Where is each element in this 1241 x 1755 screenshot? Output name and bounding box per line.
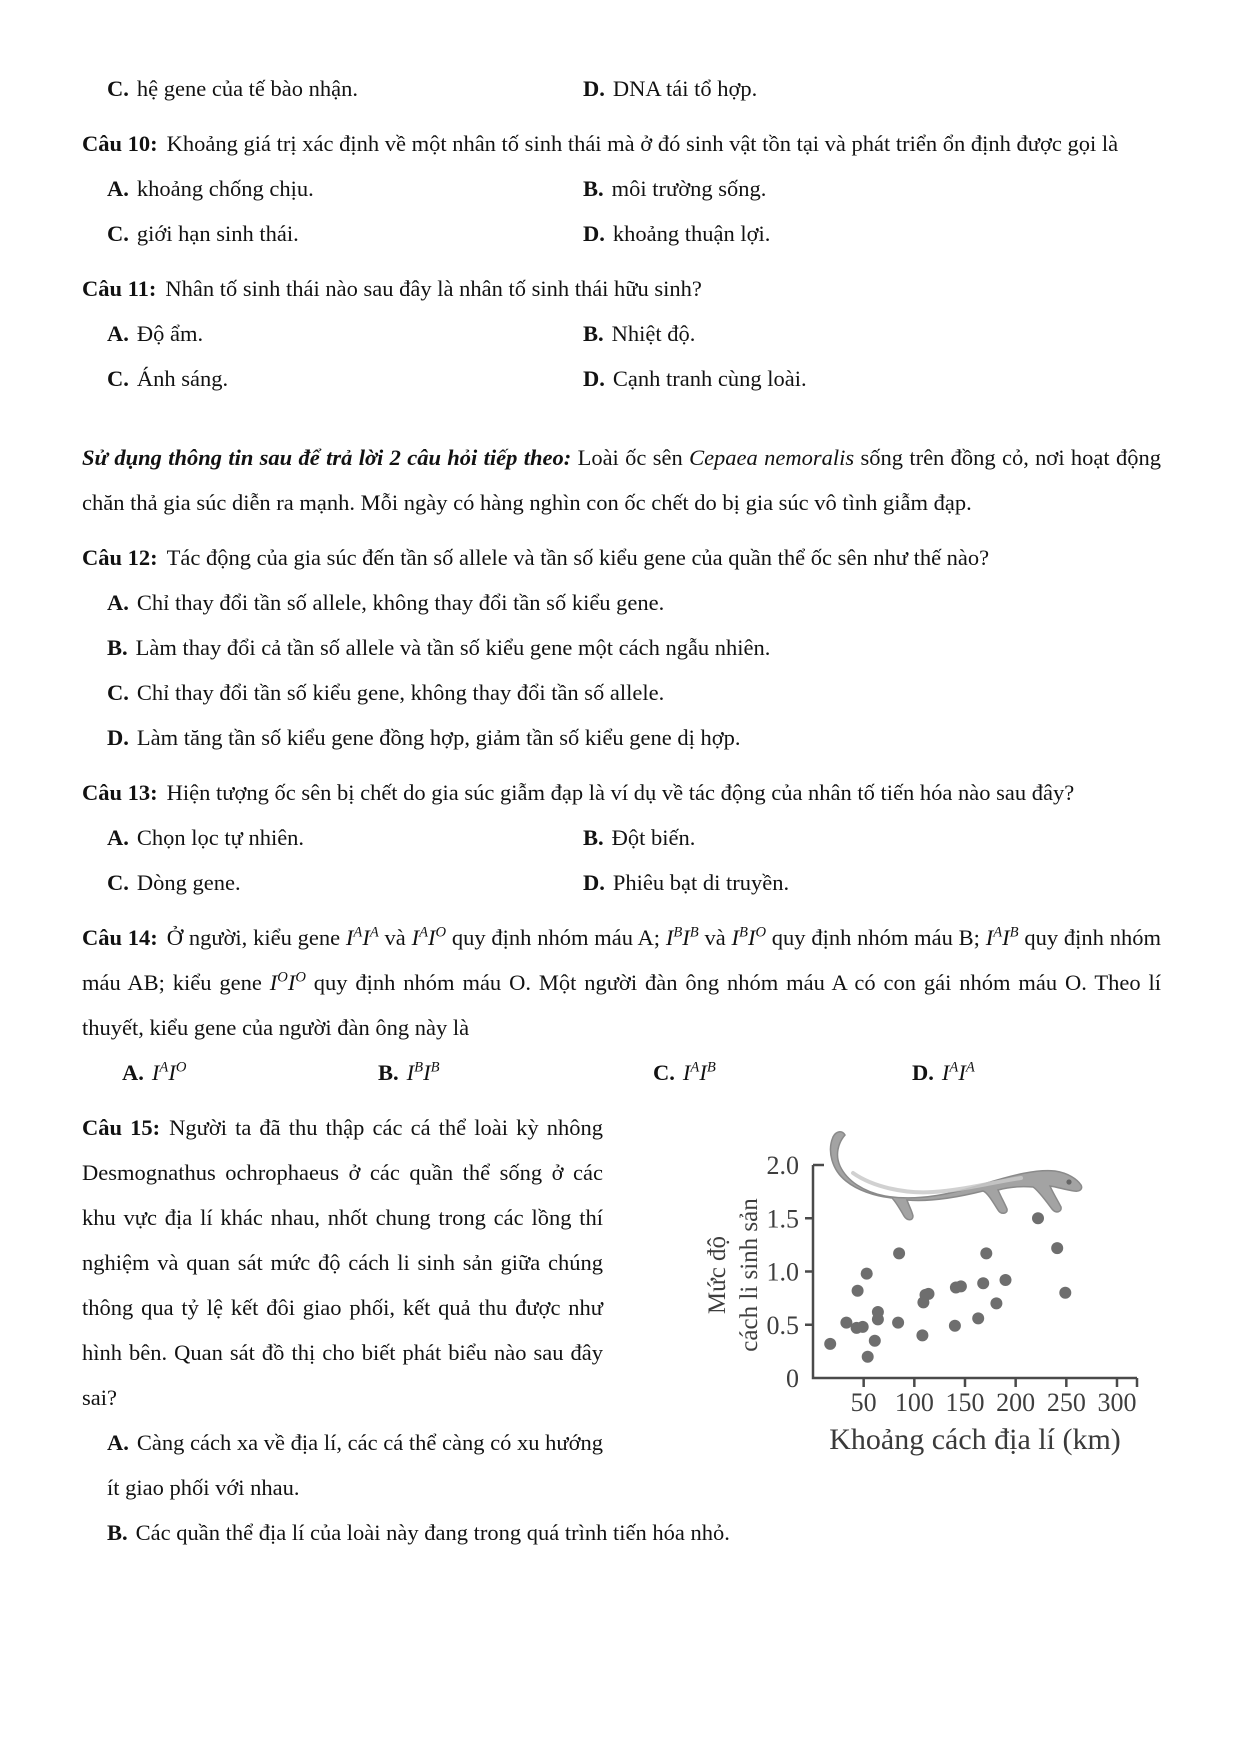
svg-text:50: 50 <box>850 1388 877 1417</box>
scatter-point <box>955 1280 967 1292</box>
q14-option-a-text: $I^AI^O$ <box>151 1059 187 1085</box>
salamander-eye <box>1066 1179 1071 1184</box>
q11-option-a-text: Độ ẩm. <box>136 321 204 346</box>
q14-option-b-text: $I^BI^B$ <box>406 1059 440 1085</box>
question-10 <box>82 121 1161 166</box>
chart-ticks <box>805 1218 1137 1387</box>
svg-text:250: 250 <box>1046 1388 1086 1417</box>
q12-option-d-text: Làm tăng tần số kiểu gene đồng hợp, giảm tần số kiểu gene dị hợp. <box>136 725 741 750</box>
question-14-label: Câu 14: <box>82 925 158 950</box>
question-14 <box>82 915 1161 1050</box>
svg-text:0.5: 0.5 <box>766 1310 799 1340</box>
q12-option-b <box>82 625 1161 670</box>
question-15-section <box>82 1105 1161 1555</box>
q12-option-d <box>82 715 1161 760</box>
q12-option-a-label: A. <box>107 590 129 615</box>
scatter-chart <box>621 1113 1161 1465</box>
prev-option-d-label: D. <box>583 76 605 101</box>
scatter-point <box>892 1317 904 1329</box>
scatter-point <box>990 1297 1002 1309</box>
scatter-points <box>824 1212 1071 1362</box>
q13-option-b-label: B. <box>583 825 604 850</box>
q14-option-a <box>122 1050 378 1095</box>
svg-text:1.5: 1.5 <box>766 1204 799 1234</box>
q14-option-b <box>378 1050 653 1095</box>
svg-text:150: 150 <box>945 1388 985 1417</box>
q11-option-d-label: D. <box>583 366 605 391</box>
q13-option-a-label: A. <box>107 825 129 850</box>
q14-option-c <box>653 1050 912 1095</box>
q13-option-d-text: Phiêu bạt di truyền. <box>612 870 790 895</box>
x-axis-title: Khoảng cách địa lí (km) <box>829 1423 1121 1456</box>
passage-text-1: Loài ốc sên <box>571 445 690 470</box>
q13-option-d <box>583 860 1161 905</box>
scatter-point <box>923 1288 935 1300</box>
question-10-label: Câu 10: <box>82 131 158 156</box>
scatter-point <box>972 1312 984 1324</box>
q11-option-d <box>583 356 1161 401</box>
scatter-point <box>869 1335 881 1347</box>
svg-text:100: 100 <box>894 1388 934 1417</box>
question-11-label: Câu 11: <box>82 276 157 301</box>
q10-option-d <box>583 211 1161 256</box>
scatter-point <box>949 1320 961 1332</box>
svg-text:2.0: 2.0 <box>766 1151 799 1180</box>
y-axis-title-line-1: Mức độ <box>704 1235 731 1315</box>
y-axis-title-line-2: cách li sinh sản <box>736 1198 763 1352</box>
scatter-point <box>977 1277 989 1289</box>
q13-options-row-2 <box>82 860 1161 905</box>
q11-option-a-label: A. <box>107 321 129 346</box>
scatter-point <box>893 1247 905 1259</box>
q11-option-a <box>107 311 583 356</box>
question-14-text: Ở người, kiểu gene $I^AI^A$ và $I^AI^O$ quy định nhóm máu A; $I^BI^B$ và $I^BI^O$ quy định nhóm máu B; $I^AI^B$ quy định nhóm máu AB; kiểu gene $I^OI^O$ quy định nhóm máu O. Một người đàn ông nhóm máu A có con gái nhóm máu O. Theo lí thuyết, kiểu gene của người đàn ông này là <box>82 924 1161 1040</box>
scatter-point <box>861 1268 873 1280</box>
q15-option-b-label: B. <box>107 1520 128 1545</box>
scatter-point <box>1000 1274 1012 1286</box>
question-15-text: Người ta đã thu thập các cá thể loài kỳ nhông Desmognathus ochrophaeus ở các quần thể sống ở các khu vực địa lí khác nhau, nhốt chung trong các lồng thí nghiệm và quan sát mức độ cách li sinh sản giữa chúng thông qua tỷ lệ kết đôi giao phối, kết quả thu được như hình bên. Quan sát đồ thị cho biết phát biểu nào sau đây sai? <box>82 1115 603 1410</box>
q13-option-a-text: Chọn lọc tự nhiên. <box>136 825 305 850</box>
svg-text:1.0: 1.0 <box>766 1257 799 1287</box>
q11-option-c <box>107 356 583 401</box>
q13-option-b-text: Đột biến. <box>611 825 696 850</box>
q13-option-a <box>107 815 583 860</box>
prev-option-d <box>583 66 1161 111</box>
q10-option-a <box>107 166 583 211</box>
question-13-label: Câu 13: <box>82 780 158 805</box>
question-13-text: Hiện tượng ốc sên bị chết do gia súc giẫm đạp là ví dụ về tác động của nhân tố tiến hóa nào sau đây? <box>166 780 1075 805</box>
q11-option-b-label: B. <box>583 321 604 346</box>
q12-option-b-text: Làm thay đổi cả tần số allele và tần số kiểu gene một cách ngẫu nhiên. <box>135 635 771 660</box>
q11-option-b <box>583 311 1161 356</box>
question-11-text: Nhân tố sinh thái nào sau đây là nhân tố sinh thái hữu sinh? <box>165 276 702 301</box>
scatter-point <box>1051 1242 1063 1254</box>
q10-option-c <box>107 211 583 256</box>
question-13 <box>82 770 1161 815</box>
salamander-image <box>831 1132 1082 1220</box>
q13-option-c-label: C. <box>107 870 129 895</box>
q13-option-c-text: Dòng gene. <box>136 870 241 895</box>
q14-options-row <box>82 1050 1161 1095</box>
q10-options-row-2 <box>82 211 1161 256</box>
q10-option-c-label: C. <box>107 221 129 246</box>
q12-option-a <box>82 580 1161 625</box>
q10-option-c-text: giới hạn sinh thái. <box>136 221 299 246</box>
scatter-point <box>840 1317 852 1329</box>
q14-option-a-label: A. <box>122 1060 144 1085</box>
prev-question-options-row <box>82 66 1161 111</box>
scatter-point <box>824 1338 836 1350</box>
q14-option-d-label: D. <box>912 1060 934 1085</box>
q11-options-row-2 <box>82 356 1161 401</box>
q13-option-b <box>583 815 1161 860</box>
q15-option-b-text: Các quần thể địa lí của loài này đang trong quá trình tiến hóa nhỏ. <box>135 1520 730 1545</box>
scatter-point <box>980 1247 992 1259</box>
q10-options-row-1 <box>82 166 1161 211</box>
q12-option-d-label: D. <box>107 725 129 750</box>
q12-option-c <box>82 670 1161 715</box>
q10-option-a-text: khoảng chống chịu. <box>136 176 314 201</box>
question-11 <box>82 266 1161 311</box>
question-10-text: Khoảng giá trị xác định về một nhân tố sinh thái mà ở đó sinh vật tồn tại và phát triển ổn định được gọi là <box>166 131 1119 156</box>
scatter-point <box>916 1329 928 1341</box>
q14-option-c-text: $I^AI^B$ <box>682 1059 716 1085</box>
q15-option-a-text: Càng cách xa về địa lí, các cá thể càng có xu hướng ít giao phối với nhau. <box>107 1430 603 1500</box>
q13-options-row-1 <box>82 815 1161 860</box>
q14-option-b-label: B. <box>378 1060 399 1085</box>
q11-option-c-label: C. <box>107 366 129 391</box>
scatter-point <box>872 1306 884 1318</box>
q10-option-a-label: A. <box>107 176 129 201</box>
scatter-point <box>1059 1287 1071 1299</box>
svg-text:300: 300 <box>1097 1388 1137 1417</box>
prev-option-c <box>107 66 583 111</box>
scatter-point <box>862 1351 874 1363</box>
passage-species-name: Cepaea nemoralis <box>689 445 855 470</box>
q15-option-a-label: A. <box>107 1430 129 1455</box>
q12-option-a-text: Chỉ thay đổi tần số allele, không thay đổi tần số kiểu gene. <box>136 590 665 615</box>
q15-option-b <box>82 1510 1161 1555</box>
shared-passage <box>82 435 1161 525</box>
q14-option-d <box>912 1050 1161 1095</box>
q14-option-d-text: $I^AI^A$ <box>941 1059 975 1085</box>
question-12 <box>82 535 1161 580</box>
scatter-point <box>1032 1212 1044 1224</box>
q10-option-b-label: B. <box>583 176 604 201</box>
q13-option-d-label: D. <box>583 870 605 895</box>
prev-option-c-text: hệ gene của tế bào nhận. <box>136 76 359 101</box>
prev-option-d-text: DNA tái tổ hợp. <box>612 76 758 101</box>
q11-option-b-text: Nhiệt độ. <box>611 321 696 346</box>
q11-option-c-text: Ánh sáng. <box>136 366 229 391</box>
q12-option-c-label: C. <box>107 680 129 705</box>
prev-option-c-label: C. <box>107 76 129 101</box>
q10-option-b-text: môi trường sống. <box>611 176 767 201</box>
isolation-distance-figure <box>621 1113 1161 1465</box>
question-12-label: Câu 12: <box>82 545 158 570</box>
question-12-text: Tác động của gia súc đến tần số allele và tần số kiểu gene của quần thể ốc sên như thế nào? <box>166 545 990 570</box>
scatter-point <box>852 1285 864 1297</box>
q10-option-d-label: D. <box>583 221 605 246</box>
svg-text:0: 0 <box>786 1364 799 1393</box>
question-15-label: Câu 15: <box>82 1115 161 1140</box>
scatter-point <box>857 1321 869 1333</box>
passage-lead: Sử dụng thông tin sau để trả lời 2 câu hỏi tiếp theo: <box>82 445 572 470</box>
q10-option-d-text: khoảng thuận lợi. <box>612 221 771 246</box>
q14-option-c-label: C. <box>653 1060 675 1085</box>
passage-text-2: sống trên đồng cỏ, nơi hoạt động chăn thả gia súc diễn ra mạnh. Mỗi ngày có hàng nghìn con ốc chết do bị gia súc vô tình giẫm đạp. <box>82 445 1162 515</box>
q11-options-row-1 <box>82 311 1161 356</box>
q12-option-b-label: B. <box>107 635 128 660</box>
q12-option-c-text: Chỉ thay đổi tần số kiểu gene, không thay đổi tần số allele. <box>136 680 665 705</box>
q13-option-c <box>107 860 583 905</box>
q10-option-b <box>583 166 1161 211</box>
q11-option-d-text: Cạnh tranh cùng loài. <box>612 366 807 391</box>
svg-text:200: 200 <box>996 1388 1036 1417</box>
